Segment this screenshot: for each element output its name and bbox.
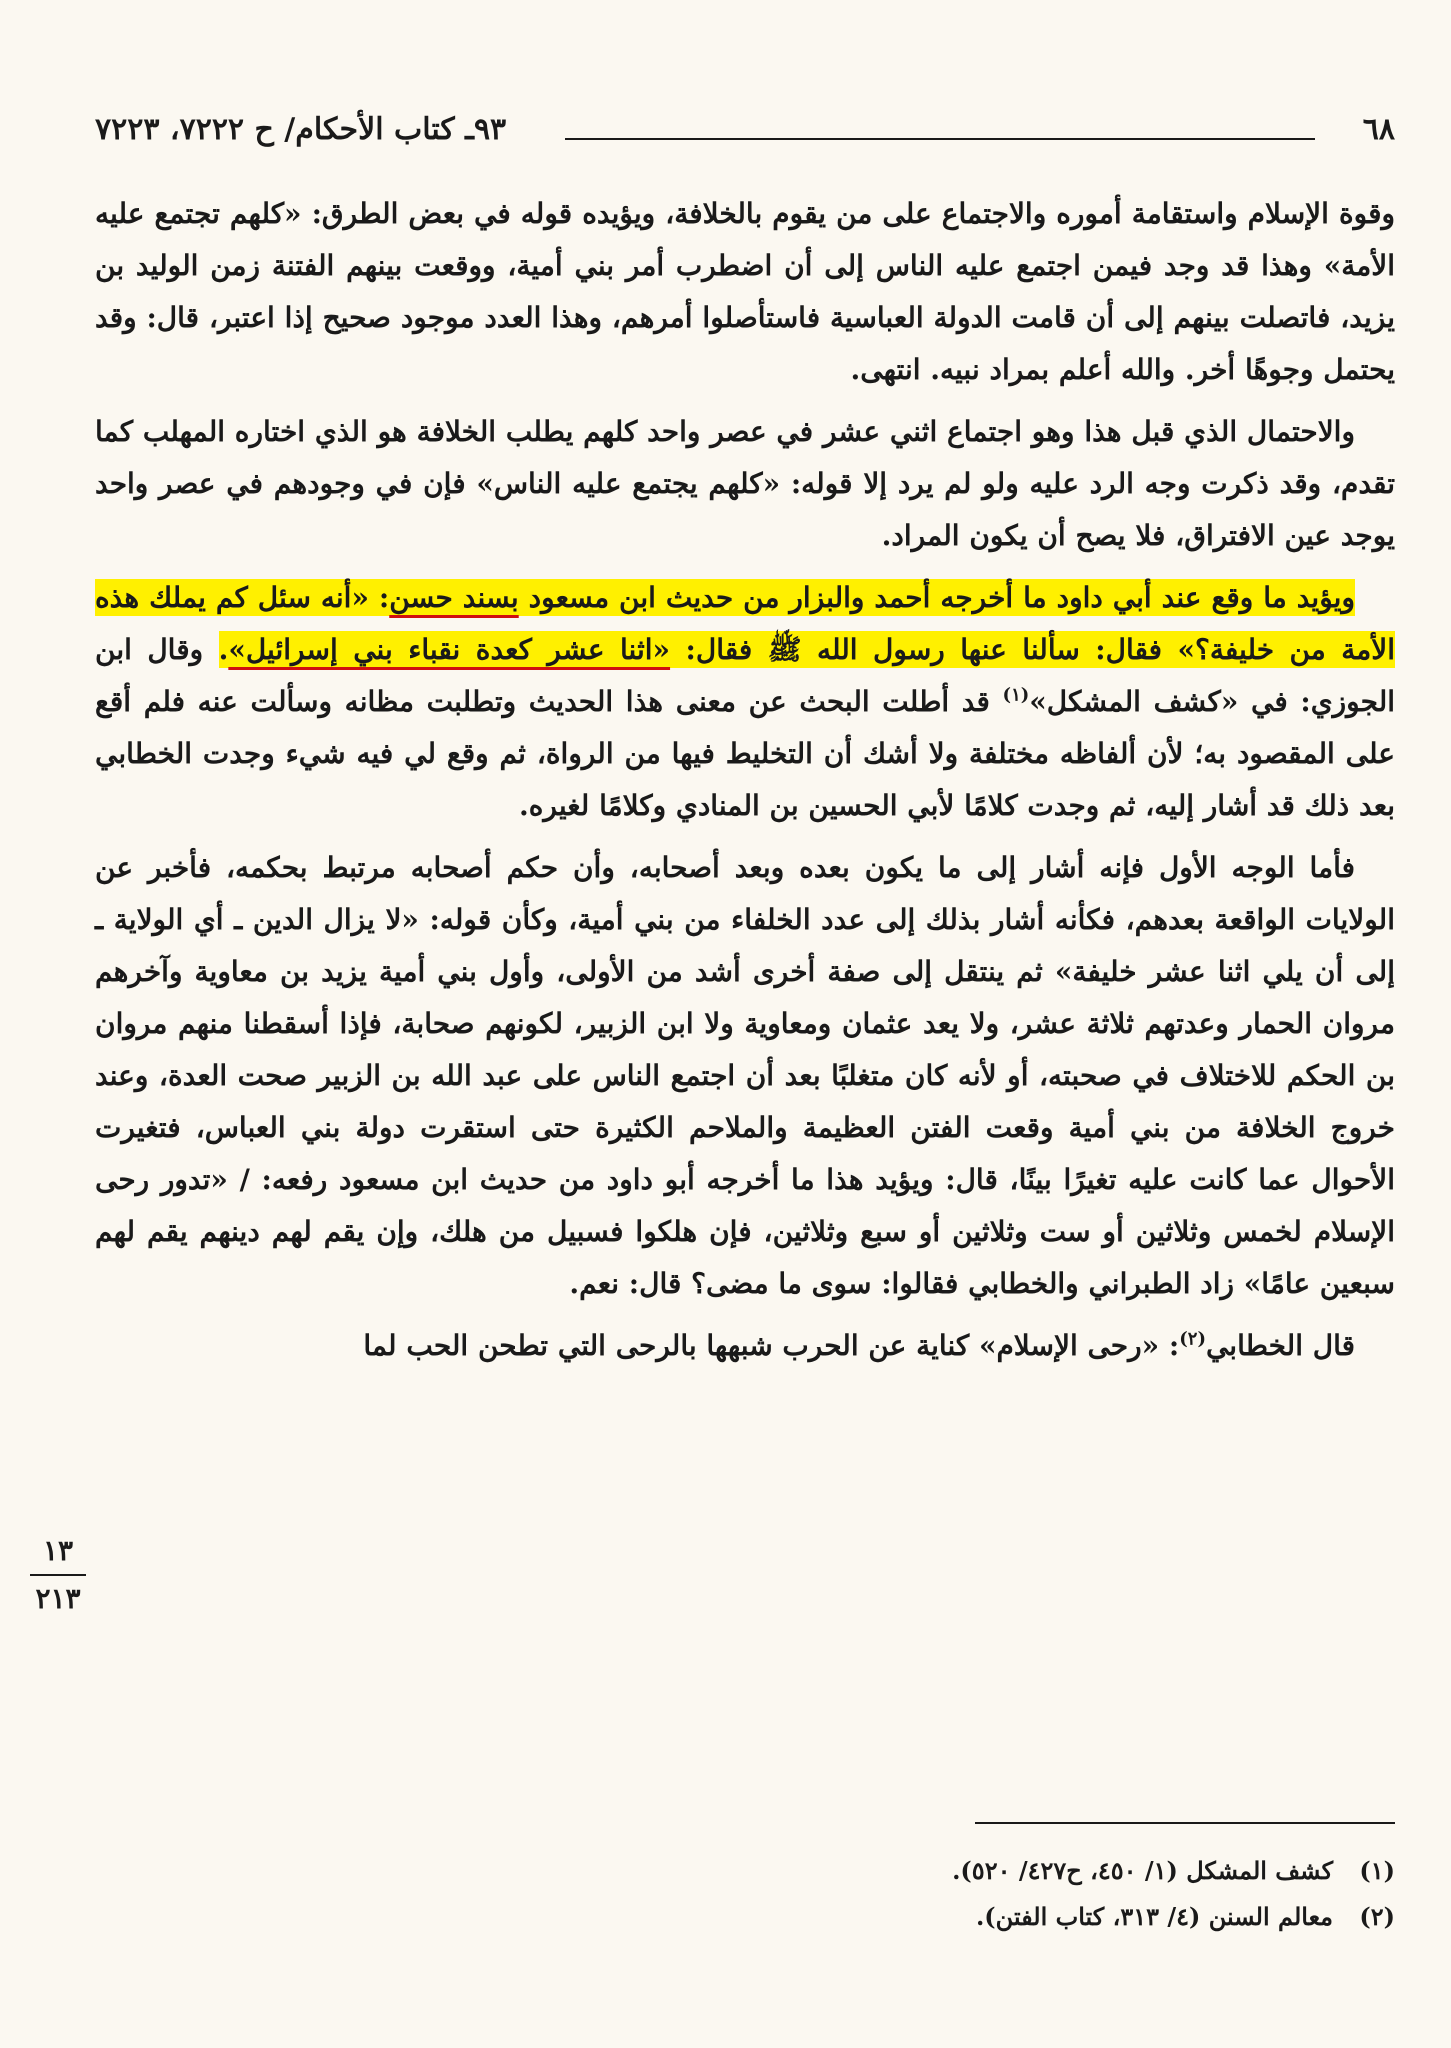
- highlight-text-1: ويؤيد ما وقع عند أبي داود ما أخرجه أحمد والبزار من حديث ابن مسعود: [518, 581, 1355, 614]
- margin-divider: [30, 1574, 86, 1576]
- footnote-ref-1: (١): [1002, 684, 1030, 706]
- footnote-number: (١): [1359, 1856, 1395, 1885]
- page-number: ٦٨: [1362, 112, 1395, 147]
- underlined-hadith-quote: «اثنا عشر كعدة نقباء بني إسرائيل»: [228, 633, 671, 666]
- paragraph-5: [95, 1320, 1395, 1372]
- paragraph-5-text-a: قال الخطابي: [1205, 1329, 1355, 1362]
- footnote-number: (٢): [1359, 1902, 1395, 1931]
- highlight-text-2: : «أنه سئل كم يملك هذه الأمة من خليفة؟» فقال: سألنا عنها رسول الله ﷺ فقال:: [95, 581, 1395, 666]
- margin-number-top: ١٣: [42, 1534, 74, 1567]
- footnote-item: [95, 1848, 1395, 1894]
- footnote-separator: [975, 1822, 1395, 1824]
- footnotes: [95, 1848, 1395, 1940]
- underlined-phrase-sanad: بسند حسن: [389, 581, 519, 614]
- chapter-title: ٩٣ـ كتاب الأحكام/ ح ٧٢٢٢، ٧٢٢٣: [95, 112, 507, 147]
- paragraph-1: وقوة الإسلام واستقامة أموره والاجتماع على من يقوم بالخلافة، ويؤيده قوله في بعض الطرق: «كلهم تجتمع عليه الأمة» وهذا قد وجد فيمن اجتمع عليه الناس إلى أن اضطرب أمر بني أمية، ووقعت بينهم الفتنة زمن الوليد بن يزيد، فاتصلت بينهم إلى أن قامت الدولة العباسية فاستأصلوا أمرهم، وهذا العدد موجود صحيح إذا اعتبر، قال: وقد يحتمل وجوهًا أخر. والله أعلم بمراد نبيه. انتهى.: [95, 197, 1395, 386]
- page-header: [95, 112, 1395, 160]
- margin-number-bottom: ٢١٣: [35, 1582, 81, 1615]
- footnote-text: كشف المشكل (١/ ٤٥٠، ح٤٢٧/ ٥٢٠).: [952, 1856, 1333, 1885]
- highlighted-passage: [95, 579, 1395, 668]
- header-rule: [565, 138, 1315, 140]
- paragraph-3-text-a: وقال ابن الجوزي: في «كشف المشكل»: [95, 633, 1396, 718]
- margin-page-reference: [22, 1532, 94, 1618]
- paragraph-5-text-b: : «رحى الإسلام» كناية عن الحرب شبهها بالرحى التي تطحن الحب لما: [363, 1329, 1180, 1362]
- paragraph-3: [95, 572, 1395, 832]
- main-text: [95, 188, 1395, 1382]
- footnote-ref-2: (٢): [1179, 1328, 1206, 1350]
- footnote-item: [95, 1894, 1395, 1940]
- paragraph-4: فأما الوجه الأول فإنه أشار إلى ما يكون بعده وبعد أصحابه، وأن حكم أصحابه مرتبط بحكمه، فأخبر عن الولايات الواقعة بعدهم، فكأنه أشار بذلك إلى عدد الخلفاء من بني أمية، وكأن قوله: «لا يزال الدين ـ أي الولاية ـ إلى أن يلي اثنا عشر خليفة» ثم ينتقل إلى صفة أخرى أشد من الأولى، وأول بني أمية يزيد بن معاوية وآخرهم مروان الحمار وعدتهم ثلاثة عشر، ولا يعد عثمان ومعاوية ولا ابن الزبير، لكونهم صحابة، فإذا أسقطنا منهم مروان بن الحكم للاختلاف في صحبته، أو لأنه كان متغلبًا بعد أن اجتمع الناس على عبد الله بن الزبير صحت العدة، وعند خروج الخلافة من بني أمية وقعت الفتن العظيمة والملاحم الكثيرة حتى استقرت دولة بني العباس، فتغيرت الأحوال عما كانت عليه تغيرًا بينًا، قال: ويؤيد هذا ما أخرجه أبو داود من حديث ابن مسعود رفعه: / «تدور رحى الإسلام لخمس وثلاثين أو ست وثلاثين أو سبع وثلاثين، فإن هلكوا فسبيل من هلك، وإن يقم لهم دينهم يقم لهم سبعين عامًا» زاد الطبراني والخطابي فقالوا: سوى ما مضى؟ قال: نعم.: [95, 851, 1395, 1300]
- paragraph-3-text-b: قد أطلت البحث عن معنى هذا الحديث وتطلبت مظانه وسألت عنه فلم أقع على المقصود به؛ لأن ألفاظه مختلفة ولا أشك أن التخليط فيها من الرواة، ثم وقع لي فيه شيء وجدت الخطابي بعد ذلك قد أشار إليه، ثم وجدت كلامًا لأبي الحسين بن المنادي وكلامًا لغيره.: [95, 685, 1395, 822]
- paragraph-2: والاحتمال الذي قبل هذا وهو اجتماع اثني عشر في عصر واحد كلهم يطلب الخلافة هو الذي اختاره المهلب كما تقدم، وقد ذكرت وجه الرد عليه ولو لم يرد إلا قوله: «كلهم يجتمع عليه الناس» فإن في وجودهم في عصر واحد يوجد عين الافتراق، فلا يصح أن يكون المراد.: [95, 415, 1395, 552]
- footnote-text: معالم السنن (٤/ ٣١٣، كتاب الفتن).: [975, 1902, 1333, 1931]
- highlight-text-3: .: [218, 633, 229, 666]
